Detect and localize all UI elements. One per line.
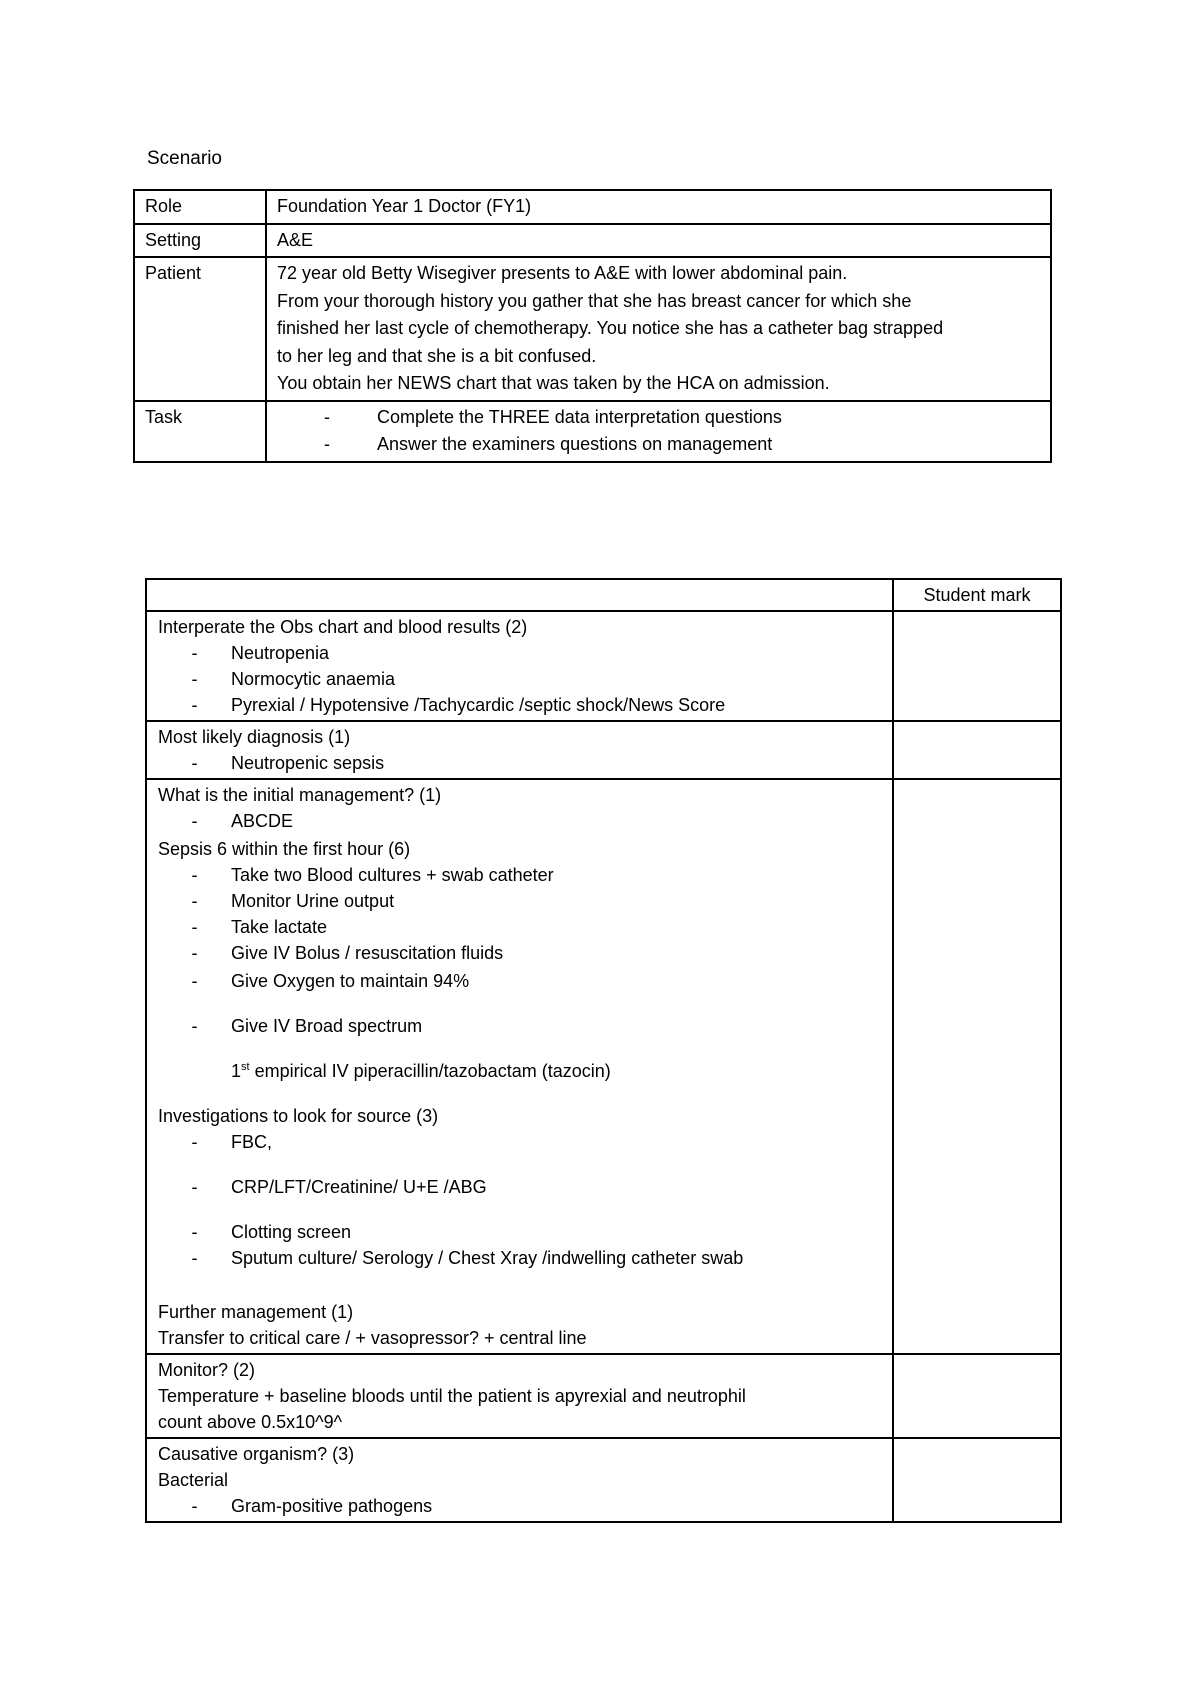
text-line: 72 year old Betty Wisegiver presents to A&E with lower abdominal pain. bbox=[277, 263, 848, 283]
list-item: - Neutropenic sepsis bbox=[191, 753, 385, 773]
student-mark-header: Student mark bbox=[893, 579, 1061, 611]
table-row bbox=[134, 224, 1051, 258]
list-item: - FBC, bbox=[191, 1132, 273, 1152]
table-row bbox=[146, 779, 1061, 1354]
table-row bbox=[146, 1438, 1061, 1522]
table-row bbox=[146, 721, 1061, 779]
question-title: What is the initial management? (1) bbox=[158, 785, 442, 805]
list-item: - Pyrexial / Hypotensive /Tachycardic /septic shock/News Score bbox=[191, 695, 726, 715]
list-item: - Monitor Urine output bbox=[191, 891, 395, 911]
list-item: - Answer the examiners questions on management bbox=[277, 431, 1040, 459]
question-cell bbox=[146, 721, 893, 779]
question-cell bbox=[146, 611, 893, 721]
list-item: - Take two Blood cultures + swab catheter bbox=[191, 865, 554, 885]
question-cell bbox=[146, 779, 893, 1354]
table-row bbox=[134, 190, 1051, 224]
text-line: Transfer to critical care / + vasopressor? + central line bbox=[158, 1328, 587, 1348]
table-header-row bbox=[146, 579, 1061, 611]
setting-value: A&E bbox=[266, 224, 1051, 258]
bullet-dash: - bbox=[324, 406, 330, 427]
bullet-dash: - bbox=[324, 434, 330, 454]
question-cell bbox=[146, 1354, 893, 1438]
list-item: - Complete the THREE data interpretation questions bbox=[277, 404, 1040, 432]
role-value: Foundation Year 1 Doctor (FY1) bbox=[266, 190, 1051, 224]
section-title: Sepsis 6 within the first hour (6) bbox=[158, 839, 411, 859]
role-label: Role bbox=[134, 190, 266, 224]
question-title: Interperate the Obs chart and blood results (2) bbox=[158, 617, 528, 637]
list-item: - Normocytic anaemia bbox=[191, 669, 396, 689]
section-title: Investigations to look for source (3) bbox=[158, 1106, 439, 1126]
student-mark-cell[interactable] bbox=[893, 779, 1061, 1354]
list-item: - Neutropenia bbox=[191, 643, 330, 663]
text-line: From your thorough history you gather that she has breast cancer for which she bbox=[277, 290, 912, 311]
page-title: Scenario bbox=[147, 148, 222, 169]
question-title: Most likely diagnosis (1) bbox=[158, 727, 351, 747]
patient-label: Patient bbox=[134, 257, 266, 401]
list-item: - Give Oxygen to maintain 94% bbox=[191, 971, 470, 991]
table-row bbox=[134, 401, 1051, 462]
patient-description bbox=[266, 257, 1051, 401]
list-item: - Take lactate bbox=[191, 917, 328, 937]
section-title: Further management (1) bbox=[158, 1302, 354, 1322]
text-line: finished her last cycle of chemotherapy. You notice she has a catheter bag strapped bbox=[277, 318, 944, 338]
table-row bbox=[146, 1354, 1061, 1438]
text-line: to her leg and that she is a bit confused. bbox=[277, 345, 597, 366]
task-label: Task bbox=[134, 401, 266, 462]
question-cell bbox=[146, 1438, 893, 1522]
text-line: count above 0.5x10^9^ bbox=[158, 1412, 343, 1432]
task-list bbox=[266, 401, 1051, 462]
scenario-table bbox=[133, 189, 1052, 463]
student-mark-cell[interactable] bbox=[893, 721, 1061, 779]
list-item: - Gram-positive pathogens bbox=[191, 1496, 433, 1516]
list-item: - Give IV Broad spectrum bbox=[191, 1016, 423, 1036]
list-item: - Clotting screen bbox=[191, 1222, 352, 1242]
student-mark-cell[interactable] bbox=[893, 1438, 1061, 1522]
student-mark-cell[interactable] bbox=[893, 611, 1061, 721]
list-item: - ABCDE bbox=[191, 811, 294, 831]
list-item: - Give IV Bolus / resuscitation fluids bbox=[191, 943, 504, 963]
text-line: You obtain her NEWS chart that was taken by the HCA on admission. bbox=[277, 373, 830, 393]
text-line: Temperature + baseline bloods until the patient is apyrexial and neutrophil bbox=[158, 1386, 746, 1406]
text-line: Bacterial bbox=[158, 1470, 229, 1490]
header-empty-cell bbox=[146, 579, 893, 611]
question-title: Causative organism? (3) bbox=[158, 1444, 355, 1464]
question-title: Monitor? (2) bbox=[158, 1360, 256, 1380]
marking-table bbox=[145, 578, 1062, 1523]
list-item: - Sputum culture/ Serology / Chest Xray /indwelling catheter swab bbox=[191, 1248, 744, 1268]
setting-label: Setting bbox=[134, 224, 266, 258]
empirical-antibiotic: 1st empirical IV piperacillin/tazobactam (tazocin) bbox=[231, 1061, 611, 1081]
table-row bbox=[146, 611, 1061, 721]
list-item: - CRP/LFT/Creatinine/ U+E /ABG bbox=[191, 1177, 487, 1197]
student-mark-cell[interactable] bbox=[893, 1354, 1061, 1438]
table-row bbox=[134, 257, 1051, 401]
